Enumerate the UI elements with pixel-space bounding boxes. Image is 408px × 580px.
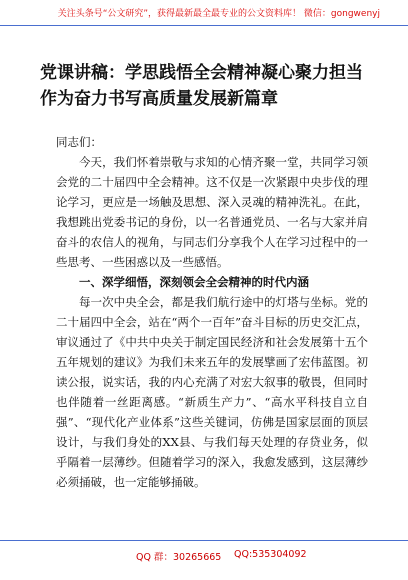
document-body (56, 152, 368, 542)
section-paragraph: 每一次中央全会，都是我们航行途中的灯塔与坐标。党的二十届四中全会，站在“两个一百年”奋斗目标的历史交汇点，审议通过了《中共中央关于制定国民经济和社会发展第十五个五年规划的建议》为我们未来五年的发展擘画了宏伟蓝图。初读公报，说实话，我的内心充满了对宏大叙事的敬畏，但同时也伴随着一丝距离感。“新质生产力”、“高水平科技自立自强”、“现代化产业体系”这些关键词，仿佛是国家层面的顶层设计，与我们身处的XX县、与我们每天处理的存贷业务，似乎隔着一层薄纱。但随着学习的深入，我愈发感到，这层薄纱必须捅破，也一定能够捅破。 (56, 295, 368, 489)
header-bar (0, 0, 408, 26)
intro-paragraph: 今天，我们怀着崇敬与求知的心情齐聚一堂，共同学习领会党的二十届四中全会精神。这不仅是一次紧跟中央步伐的理论学习，更应是一场触及思想、深入灵魂的精神洗礼。在此，我想跳出党委书记的身份，以一名普通党员、一名与大家并肩奋斗的农信人的视角，与同志们分享我个人在学习过程中的一些思考、一些困惑以及一些感悟。 (56, 155, 368, 269)
document-title: 党课讲稿：学思践悟全会精神凝心聚力担当作为奋力书写高质量发展新篇章 (40, 63, 363, 109)
footer-bar (0, 540, 408, 580)
greeting: 同志们： (56, 135, 102, 149)
section-heading: 一、深学细悟，深刻领会全会精神的时代内涵 (79, 275, 309, 289)
header-promo-text: 关注头条号“公文研究”，获得最新最全最专业的公文资料库！ 微信：gongwenyj (57, 9, 380, 19)
footer-qq-contact: QQ:535304092 (234, 549, 307, 560)
footer-qq-group: QQ 群：30265665 (136, 552, 222, 563)
